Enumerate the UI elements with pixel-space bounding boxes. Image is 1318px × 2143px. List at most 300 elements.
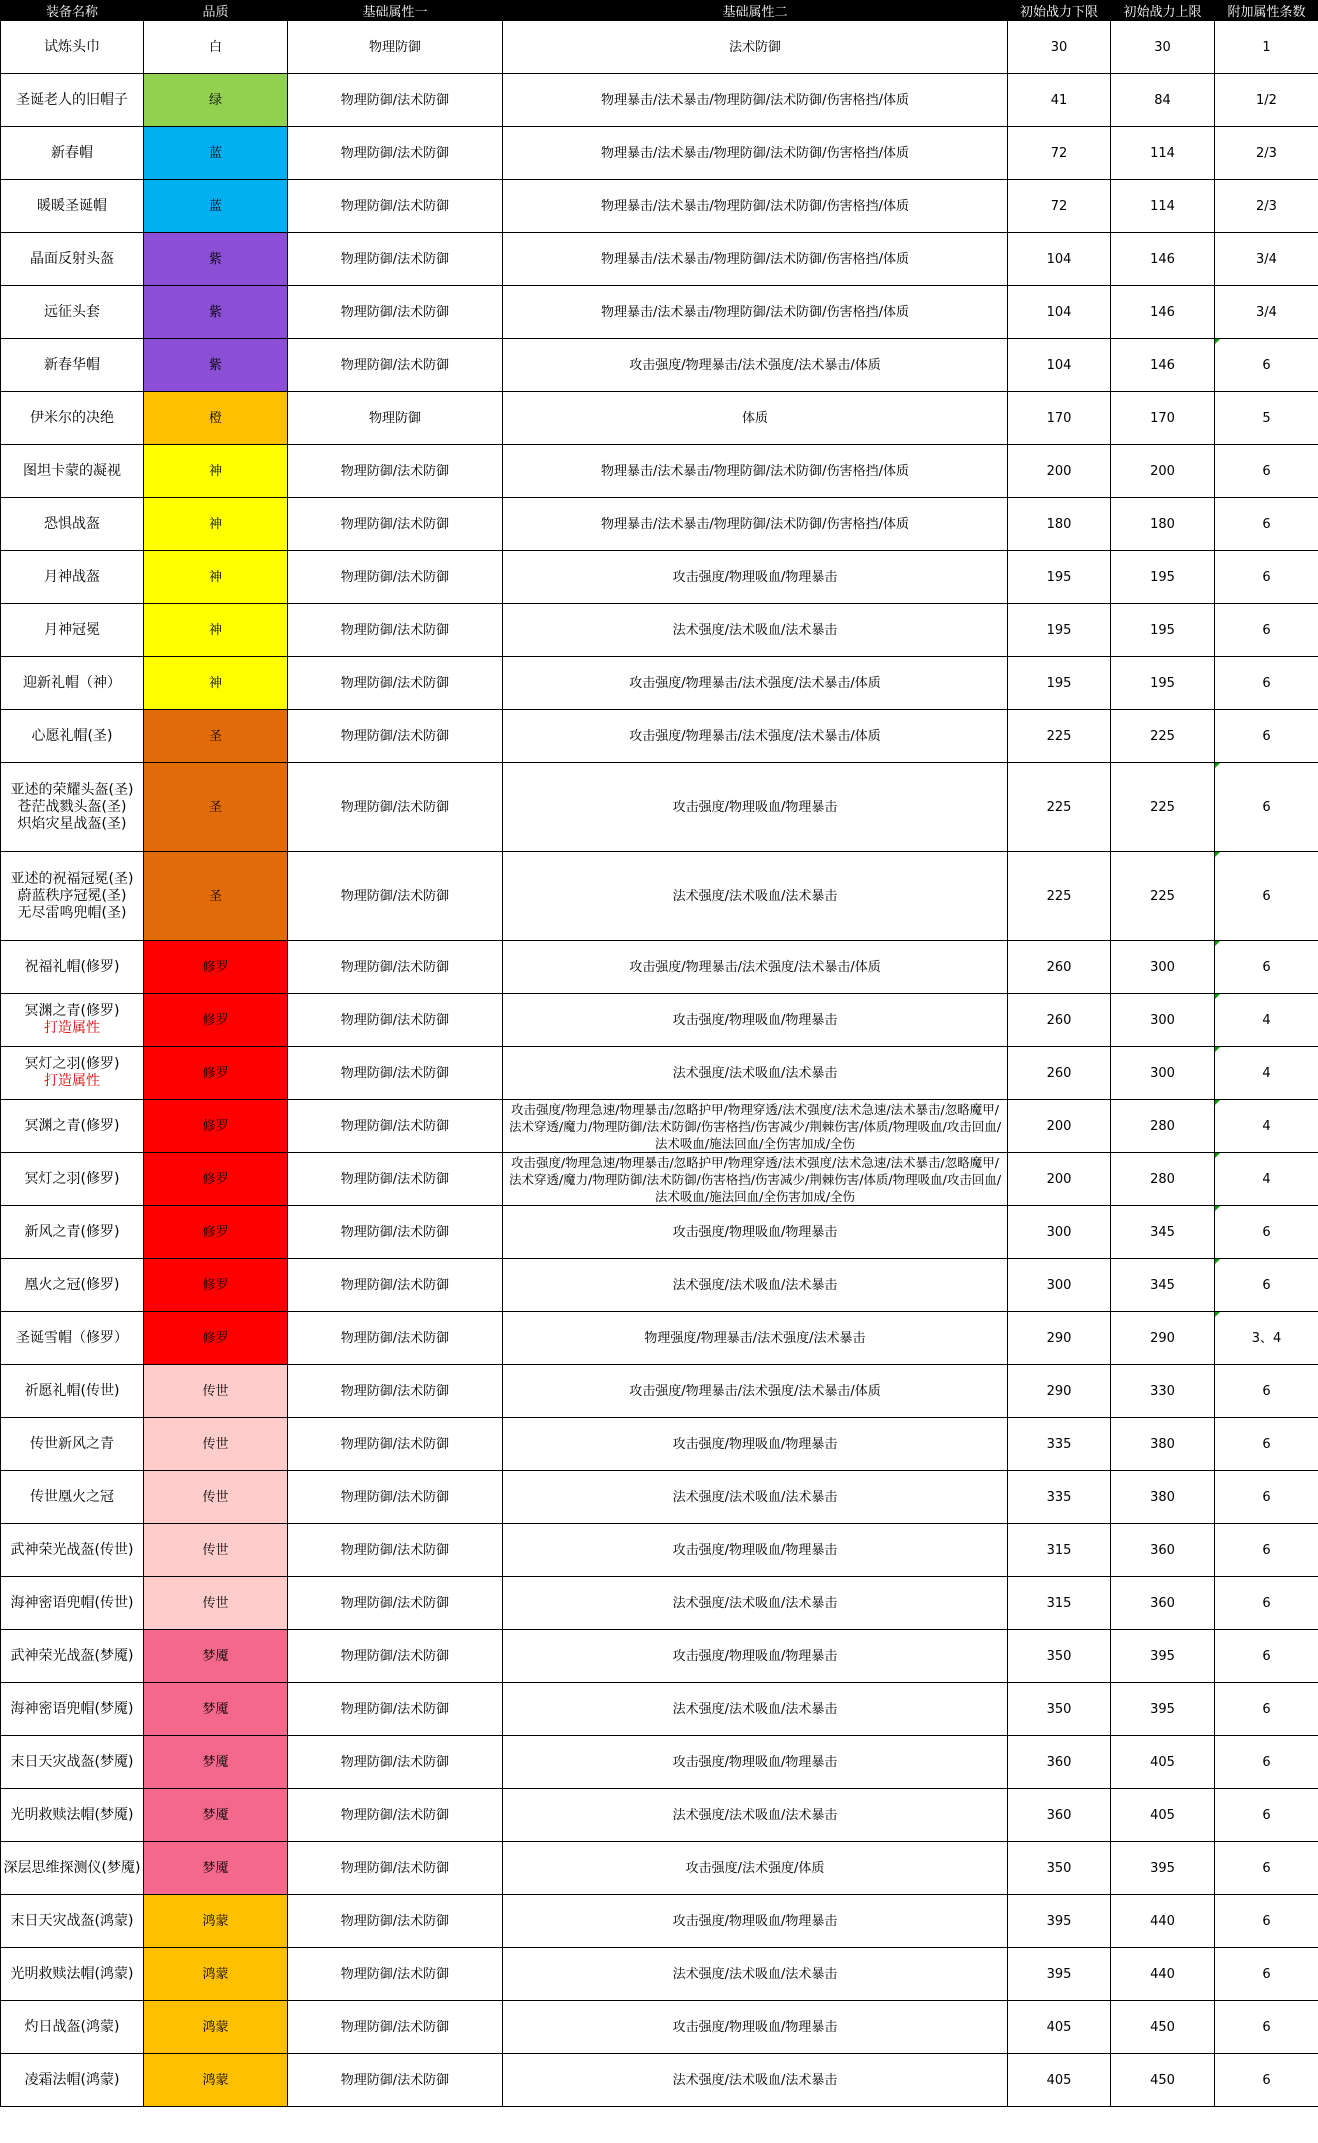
- base-attr1-cell: 物理防御/法术防御: [288, 233, 503, 286]
- forge-attribute-note: 打造属性: [44, 1020, 100, 1036]
- item-name: 末日天灾战盔(梦魇): [10, 1753, 134, 1770]
- item-name: 冥渊之青(修罗): [24, 1117, 120, 1134]
- item-name: 新风之青(修罗): [24, 1223, 120, 1240]
- extra-count-cell: 6: [1215, 852, 1318, 941]
- base-attr2-cell: 体质: [503, 392, 1008, 445]
- item-name: 深层思维探测仪(梦魇): [3, 1859, 141, 1876]
- base-attr2-cell: 攻击强度/物理吸血/物理暴击: [503, 1418, 1008, 1471]
- table-row: [1, 1312, 1318, 1365]
- base-attr2-cell: 攻击强度/物理暴击/法术强度/法术暴击/体质: [503, 941, 1008, 994]
- power-max-cell: 195: [1111, 604, 1215, 657]
- header-attr1: 基础属性一: [288, 1, 503, 21]
- base-attr2-cell: 法术强度/法术吸血/法术暴击: [503, 604, 1008, 657]
- item-name: 晶面反射头盔: [30, 250, 114, 267]
- extra-count-cell: 3、4: [1215, 1312, 1318, 1365]
- power-max-cell: 146: [1111, 286, 1215, 339]
- base-attr2-cell: 攻击强度/法术强度/体质: [503, 1842, 1008, 1895]
- item-name: 祈愿礼帽(传世): [24, 1382, 120, 1399]
- item-name-cell: [1, 339, 144, 392]
- power-min-cell: 260: [1008, 994, 1111, 1047]
- power-min-cell: 180: [1008, 498, 1111, 551]
- power-max-cell: 146: [1111, 339, 1215, 392]
- power-max-cell: 195: [1111, 551, 1215, 604]
- base-attr1-cell: 物理防御/法术防御: [288, 180, 503, 233]
- quality-cell: 圣: [144, 763, 288, 852]
- item-name: 月神冠冕: [44, 621, 100, 638]
- quality-cell: 修罗: [144, 1047, 288, 1100]
- base-attr1-cell: 物理防御/法术防御: [288, 1312, 503, 1365]
- quality-cell: 传世: [144, 1471, 288, 1524]
- quality-cell: 紫: [144, 339, 288, 392]
- item-name: 凰火之冠(修罗): [24, 1276, 120, 1293]
- power-min-cell: 195: [1008, 604, 1111, 657]
- extra-count-cell: 6: [1215, 1736, 1318, 1789]
- item-name: 新春帽: [51, 144, 93, 161]
- item-name-cell: [1, 710, 144, 763]
- base-attr2-cell: 攻击强度/物理吸血/物理暴击: [503, 551, 1008, 604]
- item-name-cell: [1, 941, 144, 994]
- extra-count-cell: 6: [1215, 1418, 1318, 1471]
- base-attr2-cell: 物理强度/物理暴击/法术强度/法术暴击: [503, 1312, 1008, 1365]
- base-attr2-cell: 攻击强度/物理吸血/物理暴击: [503, 1736, 1008, 1789]
- power-min-cell: 41: [1008, 74, 1111, 127]
- power-min-cell: 395: [1008, 1895, 1111, 1948]
- item-name: 武神荣光战盔(传世): [10, 1541, 134, 1558]
- table-row: [1, 1683, 1318, 1736]
- extra-count-cell: 6: [1215, 710, 1318, 763]
- base-attr1-cell: 物理防御/法术防御: [288, 1683, 503, 1736]
- table-row: [1, 392, 1318, 445]
- base-attr1-cell: 物理防御/法术防御: [288, 994, 503, 1047]
- extra-count-cell: 4: [1215, 1047, 1318, 1100]
- quality-cell: 鸿蒙: [144, 1948, 288, 2001]
- quality-cell: 修罗: [144, 941, 288, 994]
- table-row: [1, 1365, 1318, 1418]
- power-min-cell: 350: [1008, 1842, 1111, 1895]
- quality-cell: 修罗: [144, 1100, 288, 1153]
- power-min-cell: 200: [1008, 1100, 1111, 1153]
- extra-count-cell: 6: [1215, 604, 1318, 657]
- base-attr1-cell: 物理防御/法术防御: [288, 1948, 503, 2001]
- power-max-cell: 300: [1111, 1047, 1215, 1100]
- extra-count-cell: 2/3: [1215, 127, 1318, 180]
- item-name-cell: [1, 1524, 144, 1577]
- base-attr1-cell: 物理防御: [288, 21, 503, 74]
- base-attr2-cell: 攻击强度/物理吸血/物理暴击: [503, 1206, 1008, 1259]
- extra-count-cell: 6: [1215, 1789, 1318, 1842]
- table-row: [1, 994, 1318, 1047]
- power-max-cell: 440: [1111, 1948, 1215, 2001]
- base-attr1-cell: 物理防御/法术防御: [288, 1365, 503, 1418]
- base-attr2-cell: 法术强度/法术吸血/法术暴击: [503, 1577, 1008, 1630]
- base-attr2-cell: 法术强度/法术吸血/法术暴击: [503, 1047, 1008, 1100]
- item-name-cell: [1, 498, 144, 551]
- header-row: [1, 1, 1318, 21]
- table-row: [1, 286, 1318, 339]
- table-row: [1, 2054, 1318, 2107]
- extra-count-cell: 6: [1215, 1630, 1318, 1683]
- item-name: 传世新风之青: [30, 1435, 114, 1452]
- base-attr1-cell: 物理防御/法术防御: [288, 2054, 503, 2107]
- extra-count-cell: 4: [1215, 1100, 1318, 1153]
- base-attr2-cell: 攻击强度/物理急速/物理暴击/忽略护甲/物理穿透/法术强度/法术急速/法术暴击/忽略魔甲/法术穿透/魔力/物理防御/法术防御/伤害格挡/伤害减少/荆棘伤害/体质/物理吸血/攻击回血/法术吸血/施法回血/全伤害加成/全伤: [503, 1100, 1008, 1153]
- base-attr1-cell: 物理防御/法术防御: [288, 1630, 503, 1683]
- base-attr2-cell: 法术强度/法术吸血/法术暴击: [503, 1683, 1008, 1736]
- item-name-cell: [1, 1895, 144, 1948]
- item-name: 海神密语兜帽(梦魇): [10, 1700, 134, 1717]
- quality-cell: 蓝: [144, 127, 288, 180]
- item-name-cell: [1, 1736, 144, 1789]
- base-attr2-cell: 物理暴击/法术暴击/物理防御/法术防御/伤害格挡/体质: [503, 498, 1008, 551]
- base-attr2-cell: 法术强度/法术吸血/法术暴击: [503, 852, 1008, 941]
- base-attr1-cell: 物理防御/法术防御: [288, 2001, 503, 2054]
- quality-cell: 传世: [144, 1524, 288, 1577]
- extra-count-cell: 6: [1215, 498, 1318, 551]
- header-quality: 品质: [144, 1, 288, 21]
- power-max-cell: 395: [1111, 1842, 1215, 1895]
- table-row: [1, 498, 1318, 551]
- extra-count-cell: 3/4: [1215, 233, 1318, 286]
- base-attr2-cell: 攻击强度/物理暴击/法术强度/法术暴击/体质: [503, 657, 1008, 710]
- forge-attribute-note: 打造属性: [44, 1073, 100, 1089]
- power-min-cell: 300: [1008, 1259, 1111, 1312]
- extra-count-cell: 6: [1215, 1683, 1318, 1736]
- power-max-cell: 114: [1111, 127, 1215, 180]
- extra-count-cell: 6: [1215, 1471, 1318, 1524]
- item-name: 伊米尔的决绝: [30, 409, 114, 426]
- item-name-cell: [1, 1683, 144, 1736]
- quality-cell: 鸿蒙: [144, 1895, 288, 1948]
- power-max-cell: 405: [1111, 1789, 1215, 1842]
- extra-count-cell: 6: [1215, 1577, 1318, 1630]
- base-attr2-cell: 攻击强度/物理吸血/物理暴击: [503, 994, 1008, 1047]
- table-row: [1, 1789, 1318, 1842]
- extra-count-cell: 6: [1215, 941, 1318, 994]
- quality-cell: 修罗: [144, 1206, 288, 1259]
- base-attr1-cell: 物理防御/法术防御: [288, 551, 503, 604]
- power-min-cell: 315: [1008, 1524, 1111, 1577]
- table-row: [1, 445, 1318, 498]
- base-attr2-cell: 攻击强度/物理急速/物理暴击/忽略护甲/物理穿透/法术强度/法术急速/法术暴击/忽略魔甲/法术穿透/魔力/物理防御/法术防御/伤害格挡/伤害减少/荆棘伤害/体质/物理吸血/攻击回血/法术吸血/施法回血/全伤害加成/全伤: [503, 1153, 1008, 1206]
- item-name: 祝福礼帽(修罗): [24, 958, 120, 975]
- power-max-cell: 345: [1111, 1206, 1215, 1259]
- power-min-cell: 200: [1008, 1153, 1111, 1206]
- quality-cell: 梦魇: [144, 1842, 288, 1895]
- table-row: [1, 1736, 1318, 1789]
- base-attr1-cell: 物理防御: [288, 392, 503, 445]
- power-max-cell: 330: [1111, 1365, 1215, 1418]
- power-min-cell: 30: [1008, 21, 1111, 74]
- table-row: [1, 1153, 1318, 1206]
- item-name-cell: [1, 1842, 144, 1895]
- base-attr2-cell: 攻击强度/物理吸血/物理暴击: [503, 1895, 1008, 1948]
- table-row: [1, 941, 1318, 994]
- item-name: 恐惧战盔: [44, 515, 100, 532]
- base-attr1-cell: 物理防御/法术防御: [288, 604, 503, 657]
- quality-cell: 梦魇: [144, 1789, 288, 1842]
- base-attr1-cell: 物理防御/法术防御: [288, 1577, 503, 1630]
- extra-count-cell: 6: [1215, 1948, 1318, 2001]
- quality-cell: 修罗: [144, 1312, 288, 1365]
- base-attr2-cell: 法术强度/法术吸血/法术暴击: [503, 1948, 1008, 2001]
- table-body: [1, 21, 1318, 2107]
- item-name-cell: [1, 1153, 144, 1206]
- item-name-cell: [1, 74, 144, 127]
- base-attr1-cell: 物理防御/法术防御: [288, 710, 503, 763]
- quality-cell: 圣: [144, 852, 288, 941]
- base-attr2-cell: 攻击强度/物理暴击/法术强度/法术暴击/体质: [503, 710, 1008, 763]
- item-name-cell: [1, 1365, 144, 1418]
- item-name: 试炼头巾: [44, 38, 100, 55]
- base-attr1-cell: 物理防御/法术防御: [288, 1100, 503, 1153]
- item-name: 图坦卡蒙的凝视: [23, 462, 121, 479]
- power-max-cell: 146: [1111, 233, 1215, 286]
- header-extra-count: 附加属性条数: [1215, 1, 1318, 21]
- item-name-cell: [1, 1259, 144, 1312]
- extra-count-cell: 6: [1215, 1206, 1318, 1259]
- item-name-cell: [1, 604, 144, 657]
- table-row: [1, 2001, 1318, 2054]
- item-name: 亚述的祝福冠冕(圣) 蔚蓝秩序冠冕(圣) 无尽雷鸣兜帽(圣): [10, 870, 134, 921]
- power-min-cell: 335: [1008, 1471, 1111, 1524]
- quality-cell: 绿: [144, 74, 288, 127]
- quality-cell: 神: [144, 498, 288, 551]
- table-row: [1, 1842, 1318, 1895]
- extra-count-cell: 1: [1215, 21, 1318, 74]
- power-min-cell: 350: [1008, 1630, 1111, 1683]
- base-attr2-cell: 攻击强度/物理吸血/物理暴击: [503, 1630, 1008, 1683]
- base-attr2-cell: 攻击强度/物理吸血/物理暴击: [503, 2001, 1008, 2054]
- power-min-cell: 335: [1008, 1418, 1111, 1471]
- item-name-cell: [1, 1100, 144, 1153]
- extra-count-cell: 6: [1215, 1842, 1318, 1895]
- base-attr1-cell: 物理防御/法术防御: [288, 498, 503, 551]
- power-min-cell: 405: [1008, 2054, 1111, 2107]
- base-attr2-cell: 法术强度/法术吸血/法术暴击: [503, 2054, 1008, 2107]
- base-attr2-cell: 法术强度/法术吸血/法术暴击: [503, 1471, 1008, 1524]
- power-min-cell: 170: [1008, 392, 1111, 445]
- item-name-cell: [1, 21, 144, 74]
- power-min-cell: 72: [1008, 127, 1111, 180]
- item-name-cell: [1, 657, 144, 710]
- quality-cell: 修罗: [144, 1259, 288, 1312]
- header-power-min: 初始战力下限: [1008, 1, 1111, 21]
- extra-count-cell: 1/2: [1215, 74, 1318, 127]
- item-name: 冥渊之青(修罗): [24, 1003, 120, 1019]
- power-max-cell: 225: [1111, 763, 1215, 852]
- power-min-cell: 405: [1008, 2001, 1111, 2054]
- item-name-cell: [1, 763, 144, 852]
- power-min-cell: 395: [1008, 1948, 1111, 2001]
- quality-cell: 传世: [144, 1418, 288, 1471]
- table-row: [1, 1418, 1318, 1471]
- extra-count-cell: 6: [1215, 2054, 1318, 2107]
- base-attr2-cell: 法术防御: [503, 21, 1008, 74]
- power-max-cell: 30: [1111, 21, 1215, 74]
- base-attr1-cell: 物理防御/法术防御: [288, 127, 503, 180]
- power-max-cell: 380: [1111, 1471, 1215, 1524]
- power-min-cell: 260: [1008, 941, 1111, 994]
- base-attr1-cell: 物理防御/法术防御: [288, 852, 503, 941]
- power-min-cell: 104: [1008, 233, 1111, 286]
- base-attr1-cell: 物理防御/法术防御: [288, 1842, 503, 1895]
- base-attr1-cell: 物理防御/法术防御: [288, 1471, 503, 1524]
- power-max-cell: 450: [1111, 2001, 1215, 2054]
- table-row: [1, 1047, 1318, 1100]
- extra-count-cell: 6: [1215, 1895, 1318, 1948]
- quality-cell: 紫: [144, 286, 288, 339]
- power-min-cell: 225: [1008, 710, 1111, 763]
- power-max-cell: 300: [1111, 994, 1215, 1047]
- item-name: 新春华帽: [44, 356, 100, 373]
- extra-count-cell: 6: [1215, 1524, 1318, 1577]
- power-min-cell: 360: [1008, 1736, 1111, 1789]
- item-name: 灼日战盔(鸿蒙): [24, 2018, 120, 2035]
- item-name-cell: [1, 2054, 144, 2107]
- power-max-cell: 280: [1111, 1153, 1215, 1206]
- base-attr2-cell: 攻击强度/物理暴击/法术强度/法术暴击/体质: [503, 339, 1008, 392]
- power-max-cell: 280: [1111, 1100, 1215, 1153]
- base-attr2-cell: 物理暴击/法术暴击/物理防御/法术防御/伤害格挡/体质: [503, 180, 1008, 233]
- item-name-cell: [1, 286, 144, 339]
- table-row: [1, 1948, 1318, 2001]
- item-name: 亚述的荣耀头盔(圣) 苍茫战戮头盔(圣) 炽焰灾星战盔(圣): [10, 781, 134, 832]
- power-min-cell: 300: [1008, 1206, 1111, 1259]
- extra-count-cell: 6: [1215, 657, 1318, 710]
- table-row: [1, 1206, 1318, 1259]
- base-attr2-cell: 物理暴击/法术暴击/物理防御/法术防御/伤害格挡/体质: [503, 127, 1008, 180]
- power-max-cell: 345: [1111, 1259, 1215, 1312]
- base-attr1-cell: 物理防御/法术防御: [288, 1047, 503, 1100]
- table-row: [1, 1895, 1318, 1948]
- base-attr2-cell: 物理暴击/法术暴击/物理防御/法术防御/伤害格挡/体质: [503, 74, 1008, 127]
- base-attr1-cell: 物理防御/法术防御: [288, 1206, 503, 1259]
- table-row: [1, 127, 1318, 180]
- extra-count-cell: 6: [1215, 763, 1318, 852]
- item-name: 迎新礼帽（神）: [23, 674, 121, 691]
- extra-count-cell: 6: [1215, 551, 1318, 604]
- power-max-cell: 195: [1111, 657, 1215, 710]
- base-attr2-cell: 法术强度/法术吸血/法术暴击: [503, 1259, 1008, 1312]
- extra-count-cell: 6: [1215, 2001, 1318, 2054]
- item-name-cell: [1, 180, 144, 233]
- table-row: [1, 339, 1318, 392]
- item-name-cell: [1, 233, 144, 286]
- base-attr1-cell: 物理防御/法术防御: [288, 1736, 503, 1789]
- base-attr1-cell: 物理防御/法术防御: [288, 286, 503, 339]
- quality-cell: 修罗: [144, 994, 288, 1047]
- table-row: [1, 657, 1318, 710]
- table-row: [1, 1100, 1318, 1153]
- extra-count-cell: 6: [1215, 339, 1318, 392]
- header-name: 装备名称: [1, 1, 144, 21]
- item-name-cell: [1, 1789, 144, 1842]
- table-row: [1, 551, 1318, 604]
- power-min-cell: 290: [1008, 1365, 1111, 1418]
- item-name: 凌霜法帽(鸿蒙): [24, 2071, 120, 2088]
- power-max-cell: 360: [1111, 1577, 1215, 1630]
- power-min-cell: 350: [1008, 1683, 1111, 1736]
- power-min-cell: 104: [1008, 339, 1111, 392]
- power-max-cell: 405: [1111, 1736, 1215, 1789]
- item-name-cell: [1, 1577, 144, 1630]
- item-name: 心愿礼帽(圣): [31, 727, 113, 744]
- header-power-max: 初始战力上限: [1111, 1, 1215, 21]
- power-min-cell: 195: [1008, 551, 1111, 604]
- quality-cell: 蓝: [144, 180, 288, 233]
- base-attr1-cell: 物理防御/法术防御: [288, 445, 503, 498]
- base-attr1-cell: 物理防御/法术防御: [288, 763, 503, 852]
- power-max-cell: 225: [1111, 710, 1215, 763]
- power-min-cell: 360: [1008, 1789, 1111, 1842]
- quality-cell: 紫: [144, 233, 288, 286]
- table-row: [1, 1471, 1318, 1524]
- base-attr1-cell: 物理防御/法术防御: [288, 941, 503, 994]
- item-name: 圣诞老人的旧帽子: [16, 91, 128, 108]
- quality-cell: 橙: [144, 392, 288, 445]
- extra-count-cell: 5: [1215, 392, 1318, 445]
- power-min-cell: 72: [1008, 180, 1111, 233]
- item-name-cell: [1, 127, 144, 180]
- quality-cell: 鸿蒙: [144, 2054, 288, 2107]
- item-name-cell: [1, 1047, 144, 1100]
- base-attr2-cell: 攻击强度/物理吸血/物理暴击: [503, 763, 1008, 852]
- item-name: 传世凰火之冠: [30, 1488, 114, 1505]
- power-min-cell: 200: [1008, 445, 1111, 498]
- power-max-cell: 200: [1111, 445, 1215, 498]
- power-min-cell: 260: [1008, 1047, 1111, 1100]
- base-attr1-cell: 物理防御/法术防御: [288, 1789, 503, 1842]
- quality-cell: 白: [144, 21, 288, 74]
- quality-cell: 鸿蒙: [144, 2001, 288, 2054]
- quality-cell: 梦魇: [144, 1736, 288, 1789]
- power-max-cell: 395: [1111, 1683, 1215, 1736]
- extra-count-cell: 6: [1215, 1259, 1318, 1312]
- quality-cell: 神: [144, 445, 288, 498]
- power-max-cell: 440: [1111, 1895, 1215, 1948]
- base-attr1-cell: 物理防御/法术防御: [288, 1153, 503, 1206]
- quality-cell: 传世: [144, 1577, 288, 1630]
- base-attr1-cell: 物理防御/法术防御: [288, 1259, 503, 1312]
- item-name: 圣诞雪帽（修罗）: [16, 1329, 128, 1346]
- power-max-cell: 450: [1111, 2054, 1215, 2107]
- power-min-cell: 315: [1008, 1577, 1111, 1630]
- base-attr1-cell: 物理防御/法术防御: [288, 657, 503, 710]
- item-name: 冥灯之羽(修罗): [24, 1056, 120, 1072]
- power-min-cell: 225: [1008, 763, 1111, 852]
- quality-cell: 梦魇: [144, 1630, 288, 1683]
- power-max-cell: 380: [1111, 1418, 1215, 1471]
- item-name: 远征头套: [44, 303, 100, 320]
- power-max-cell: 290: [1111, 1312, 1215, 1365]
- table-row: [1, 1630, 1318, 1683]
- item-name: 武神荣光战盔(梦魇): [10, 1647, 134, 1664]
- item-name-cell: [1, 1948, 144, 2001]
- quality-cell: 神: [144, 657, 288, 710]
- power-max-cell: 84: [1111, 74, 1215, 127]
- extra-count-cell: 3/4: [1215, 286, 1318, 339]
- power-max-cell: 170: [1111, 392, 1215, 445]
- item-name-cell: [1, 1471, 144, 1524]
- table-row: [1, 1577, 1318, 1630]
- quality-cell: 梦魇: [144, 1683, 288, 1736]
- table-row: [1, 180, 1318, 233]
- table-row: [1, 233, 1318, 286]
- extra-count-cell: 2/3: [1215, 180, 1318, 233]
- header-attr2: 基础属性二: [503, 1, 1008, 21]
- table-row: [1, 710, 1318, 763]
- power-max-cell: 114: [1111, 180, 1215, 233]
